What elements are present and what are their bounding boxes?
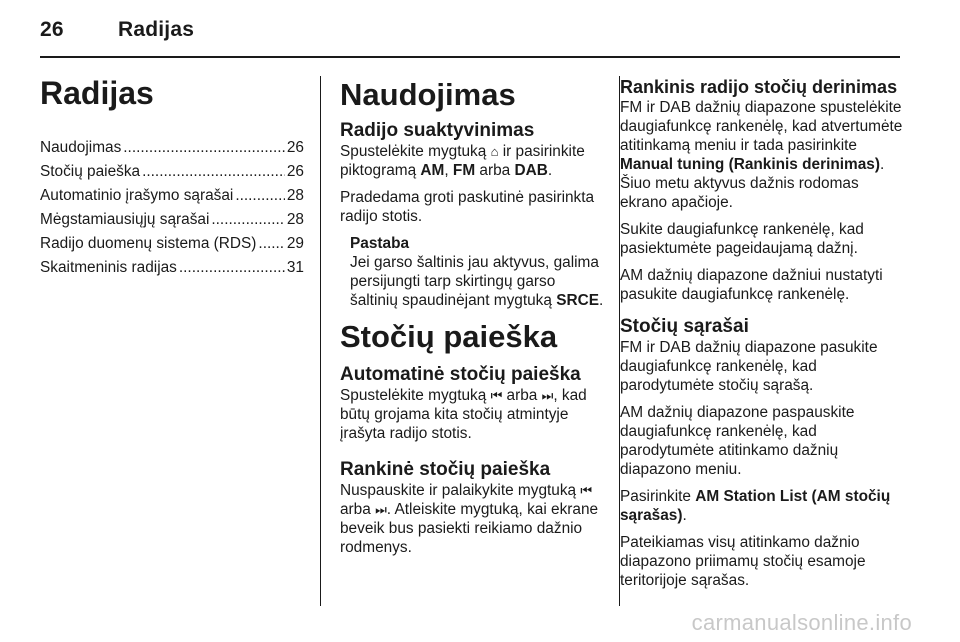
toc-entry-title: Skaitmeninis radijas: [40, 259, 177, 276]
paragraph-manual-search: [340, 481, 605, 557]
key-am: AM: [420, 162, 445, 179]
chapter-title: Radijas: [40, 75, 154, 111]
page-header: [40, 18, 194, 42]
toc-entry-page: 26: [286, 163, 304, 180]
toc-entry[interactable]: [40, 186, 304, 210]
toc-entry[interactable]: [40, 162, 304, 186]
menu-item-am-station-list: AM Station List (AM stočių sąrašas): [620, 488, 891, 524]
toc-entry-page: 28: [286, 187, 304, 204]
text-run: Jei garso šaltinis jau aktyvus, galima persijungti tarp skirtingų garso šaltinių spaudinėjant mygtuką: [350, 254, 599, 309]
key-srce: SRCE: [556, 292, 599, 309]
key-fm: FM: [452, 162, 476, 179]
toc-entry[interactable]: [40, 210, 304, 234]
toc-leader-dots: [123, 138, 285, 157]
paragraph-am-tuning: AM dažnių diapazone dažniui nustatyti pasukite daugiafunkcę rankenėlę.: [620, 267, 883, 303]
text-run: arba: [502, 387, 542, 404]
section-title-station-search: Stočių paieška: [340, 319, 558, 354]
toc-column: [40, 66, 304, 282]
previous-track-icon: ⏮: [490, 388, 503, 403]
text-run: .: [682, 507, 687, 524]
toc-leader-dots: [179, 258, 285, 277]
next-track-icon: ⏭: [375, 502, 387, 517]
heading-station-lists: Stočių sąrašai: [620, 316, 749, 337]
text-run: Pasirinkite: [620, 488, 696, 505]
toc-entry-title: Radijo duomenų sistema (RDS): [40, 235, 257, 252]
paragraph-activation: [340, 142, 605, 180]
heading-manual-search: Rankinė stočių paieška: [340, 459, 551, 480]
paragraph-last-station: Pradedama groti paskutinė pasirinkta radijo stotis.: [340, 189, 595, 225]
toc-leader-dots: [235, 186, 285, 205]
heading-manual-tuning: Rankinis radijo stočių derinimas: [620, 77, 898, 97]
header-section-title: Radijas: [118, 18, 195, 41]
text-run: Spustelėkite mygtuką: [340, 387, 491, 404]
paragraph-list-shown: Pateikiamas visų atitinkamo dažnio diapazono priimamų stočių esamoje teritorijoje sąrašas.: [620, 534, 866, 589]
toc-entry-page: 28: [286, 211, 304, 228]
text-run: ,: [444, 162, 453, 179]
paragraph-fm-dab-list: FM ir DAB dažnių diapazone pasukite daugiafunkcę rankenėlę, kad parodytumėte stočių sąrašą.: [620, 339, 878, 394]
heading-radio-activation: Radijo suaktyvinimas: [340, 120, 535, 141]
toc-entry[interactable]: [40, 138, 304, 162]
toc-entry-title: Stočių paieška: [40, 163, 141, 180]
toc-leader-dots: [142, 162, 285, 181]
toc-entry-title: Mėgstamiausiųjų sąrašai: [40, 211, 210, 228]
table-of-contents: [40, 138, 304, 282]
text-run: .: [547, 162, 553, 179]
text-run: . Atleiskite mygtuką, kai ekrane beveik bus pasiekti reikiamo dažnio rodmenys.: [340, 501, 599, 556]
paragraph-am-menu: AM dažnių diapazone paspauskite daugiafunkcę rankenėlę, kad parodytumėte atitinkamo dažnių diapazono meniu.: [620, 404, 855, 478]
previous-track-icon: ⏮: [580, 483, 593, 498]
toc-entry-page: 26: [286, 139, 304, 156]
note-box: [340, 234, 605, 310]
header-rule: [40, 56, 900, 58]
toc-leader-dots: [211, 210, 285, 229]
note-title: Pastaba: [350, 235, 410, 252]
text-run: arba: [340, 501, 376, 518]
toc-leader-dots: [258, 234, 284, 253]
text-run: arba: [475, 162, 515, 179]
note-text: [350, 253, 605, 310]
paragraph-auto-search: [340, 386, 605, 443]
watermark: carmanualsonline.info: [691, 610, 912, 635]
heading-auto-search: Automatinė stočių paieška: [340, 364, 581, 385]
text-run: FM ir DAB dažnių diapazone spustelėkite daugiafunkcę rankenėlę, kad atvertumėte atitinkamą meniu ir tada pasirinkite: [620, 99, 903, 154]
next-track-icon: ⏭: [541, 388, 554, 403]
paragraph-select-am-list: [620, 487, 905, 525]
toc-entry-title: Naudojimas: [40, 139, 122, 156]
toc-entry-page: 31: [286, 259, 304, 276]
page-number: 26: [40, 18, 64, 41]
section-title-usage: Naudojimas: [340, 77, 516, 112]
paragraph-turn-knob: Sukite daugiafunkcę rankenėlę, kad pasiektumėte pageidaujamą dažnį.: [620, 221, 864, 257]
home-icon: ⌂: [490, 144, 499, 159]
text-run: Nuspauskite ir palaikykite mygtuką: [340, 482, 581, 499]
text-run: , kad būtų grojama kita stočių atmintyje įrašyta radijo stotis.: [340, 387, 587, 442]
usage-column: [340, 66, 605, 565]
text-run: . Šiuo metu aktyvus dažnis rodomas ekrano apačioje.: [620, 156, 885, 211]
toc-entry[interactable]: [40, 234, 304, 258]
toc-entry-title: Automatinio įrašymo sąrašai: [40, 187, 234, 204]
text-run: Spustelėkite mygtuką: [340, 143, 491, 160]
text-run: .: [598, 292, 604, 309]
text-run: ir pasirinkite piktogramą: [340, 143, 585, 179]
toc-entry-page: 29: [286, 235, 304, 252]
paragraph-manual-tuning: [620, 98, 905, 212]
menu-item-manual-tuning: Manual tuning (Rankinis derinimas): [620, 156, 880, 173]
column-divider-1: [320, 76, 321, 606]
toc-entry[interactable]: [40, 258, 304, 282]
tuning-column: [620, 66, 905, 598]
key-dab: DAB: [514, 162, 548, 179]
